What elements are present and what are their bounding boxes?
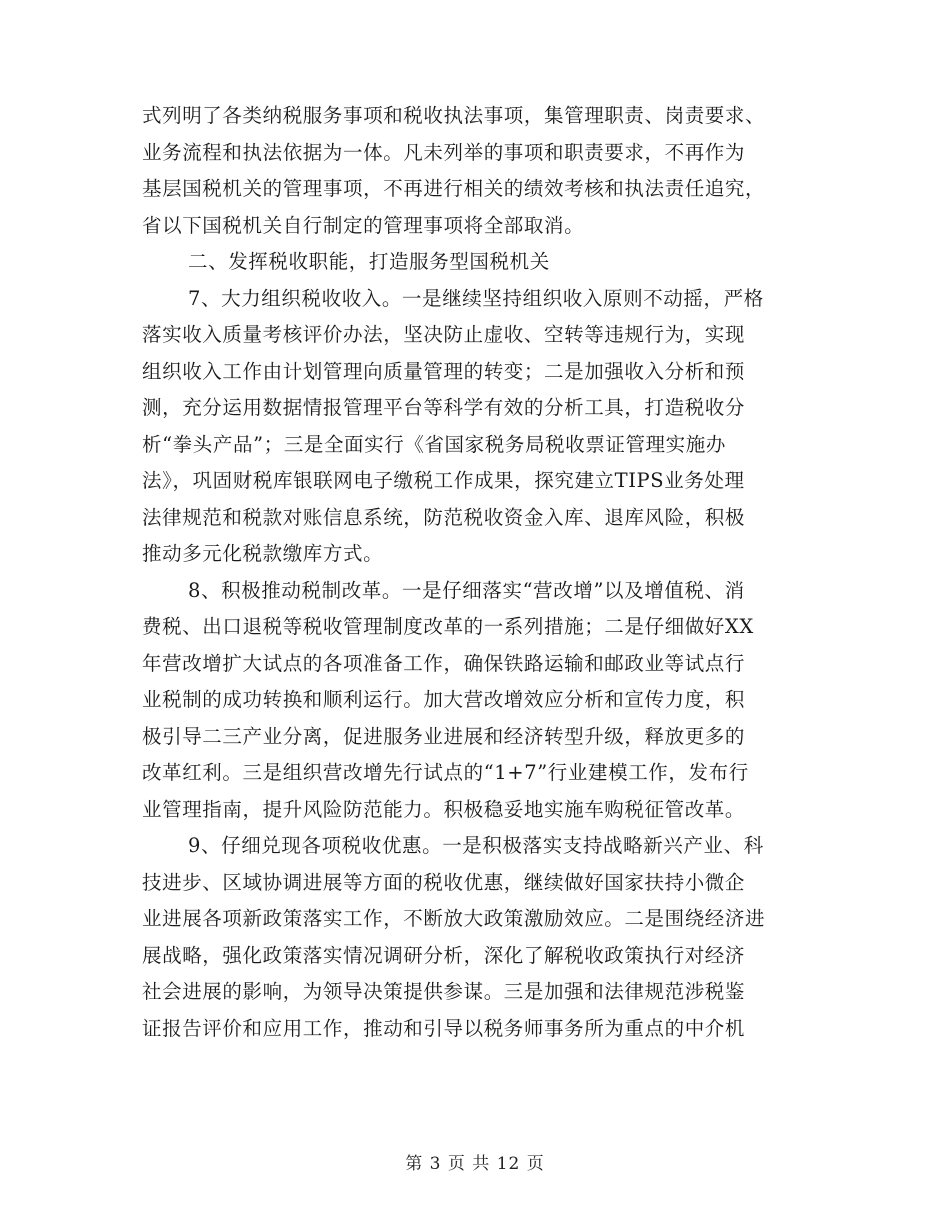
paragraph-start-line: 二、发挥税收职能，打造服务型国税机关 [188, 250, 550, 273]
text-line: 业管理指南，提升风险防范能力。积极稳妥地实施车购税征管改革。 [142, 797, 746, 821]
text-line: 基层国税机关的管理事项，不再进行相关的绩效考核和执法责任追究， [142, 177, 766, 200]
text-line: 社会进展的影响，为领导决策提供参谋。三是加强和法律规范涉税鉴 [142, 980, 746, 1003]
text-line: 法》，巩固财税库银联网电子缴税工作成果，探究建立TIPS业务处理 [142, 469, 745, 492]
text-line: 组织收入工作由计划管理向质量管理的转变；二是加强收入分析和预 [142, 359, 746, 383]
text-line: 落实收入质量考核评价办法，坚决防止虚收、空转等违规行为，实现 [142, 323, 746, 346]
text-line: 证报告评价和应用工作，推动和引导以税务师事务所为重点的中介机 [142, 1016, 746, 1040]
text-line: 业务流程和执法依据为一体。凡未列举的事项和职责要求，不再作为 [142, 140, 746, 164]
paragraph-start-line: 8、积极推动税制改革。一是仔细落实“营改增”以及增值税、消 [188, 578, 745, 602]
text-line: 省以下国税机关自行制定的管理事项将全部取消。 [142, 213, 585, 237]
text-line: 展战略，强化政策落实情况调研分析，深化了解税收政策执行对经济 [142, 943, 746, 967]
text-line: 法律规范和税款对账信息系统，防范税收资金入库、退库风险，积极 [142, 505, 746, 529]
text-line: 改革红利。三是组织营改增先行试点的“1+7”行业建模工作，发布行 [142, 761, 749, 784]
text-line: 费税、出口退税等税收管理制度改革的一系列措施；二是仔细做好XX [142, 615, 754, 638]
document-body [142, 98, 810, 1047]
text-line: 技进步、区域协调进展等方面的税收优惠，继续做好国家扶持小微企 [142, 870, 746, 894]
text-line: 测，充分运用数据情报管理平台等科学有效的分析工具，打造税收分 [142, 396, 746, 419]
paragraph-start-line: 9、仔细兑现各项税收优惠。一是积极落实支持战略新兴产业、科 [188, 834, 764, 857]
text-line: 析“拳头产品”；三是全面实行《省国家税务局税收票证管理实施办 [142, 432, 726, 456]
text-line: 推动多元化税款缴库方式。 [142, 542, 384, 565]
text-line: 业税制的成功转换和顺利运行。加大营改增效应分析和宣传力度，积 [142, 688, 746, 711]
text-line: 年营改增扩大试点的各项准备工作，确保铁路运输和邮政业等试点行 [142, 651, 746, 675]
text-line: 业进展各项新政策落实工作，不断放大政策激励效应。二是围绕经济进 [142, 907, 766, 930]
page-footer: 第 3 页 共 12 页 [405, 1154, 545, 1174]
paragraph-start-line: 7、大力组织税收收入。一是继续坚持组织收入原则不动摇，严格 [188, 286, 764, 310]
text-line: 式列明了各类纳税服务事项和税收执法事项，集管理职责、岗责要求、 [142, 104, 766, 127]
text-line: 极引导二三产业分离，促进服务业进展和经济转型升级，释放更多的 [142, 724, 746, 748]
